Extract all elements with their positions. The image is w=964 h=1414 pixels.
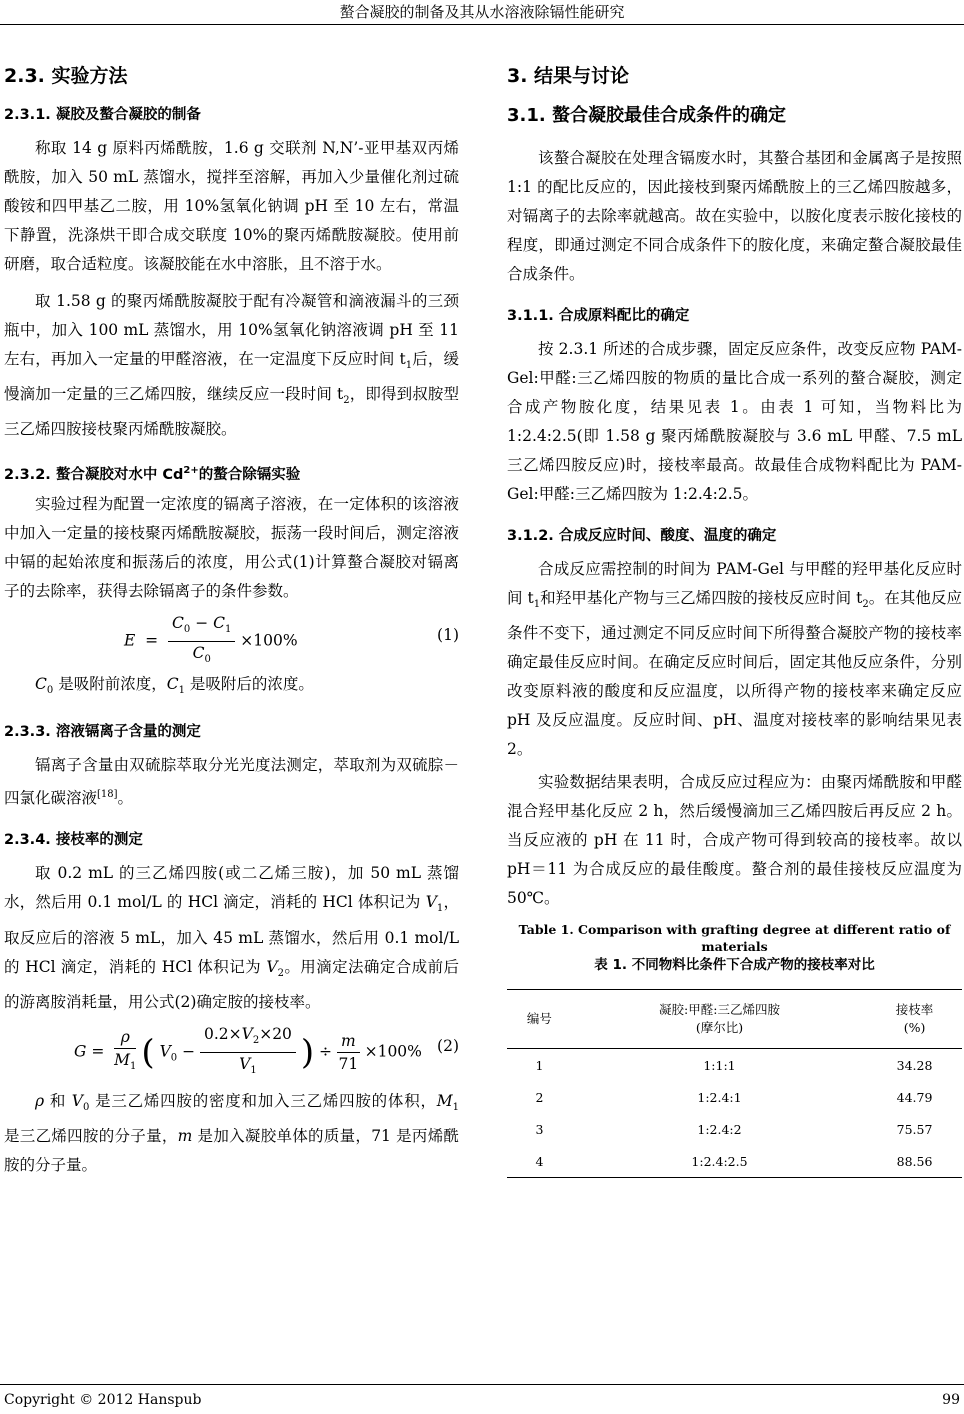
table-1-caption-en: Table 1. Comparison with grafting degree at different ratio of materials xyxy=(518,922,951,955)
section-3-1-heading: 3.1. 螯合凝胶最佳合成条件的确定 xyxy=(507,105,786,126)
equation-1-number: (1) xyxy=(437,626,459,645)
table-row: 3 1:2.4:2 75.57 xyxy=(535,1121,933,1137)
paragraph-results-intro: 该螯合凝胶在处理含镉废水时，其螯合基团和金属离子是按照 1:1 的配比反应的，因此接枝到聚丙烯酰胺上的三乙烯四胺越多，对镉离子的去除率就越高。故在实验中，以胺化度表示胺化接枝的程度，即通过测定不同合成条件下的胺化度，来确定螯合凝胶最佳合成条件。 xyxy=(507,149,962,283)
col-header-rate: 接枝率 (%) xyxy=(895,1002,934,1036)
table-header-row xyxy=(507,990,962,1049)
section-2-3-1-heading: 2.3.1. 凝胶及螯合凝胶的制备 xyxy=(4,107,201,123)
section-2-3-2-heading: 2.3.2. 螯合凝胶对水中 $Cd^{2+}$的螯合除镉实验 xyxy=(4,465,301,484)
section-3-1-1-heading: 3.1.1. 合成原料配比的确定 xyxy=(507,308,690,324)
paragraph-grafting-measure: 取 0.2 mL 的三乙烯四胺(或二乙烯三胺)，加 50 mL 蒸馏水，然后用 0.1 mol/L 的 HCl 滴定，消耗的 HCl 体积记为 $V_1$，取反应后的溶液 5 mL，加入 45 mL 蒸馏水，然后用 0.1 mol/L 的 HCl 滴定，消耗的 HCl 体积记为 $V_2$。用滴定法确定合成前后的游离胺消耗量，用公式(2)确定胺的接枝率。 xyxy=(4,864,459,1011)
left-column xyxy=(4,56,459,1180)
table-1-caption-zh: 表 1. 不同物料比条件下合成产物的接枝率对比 xyxy=(594,957,875,974)
paragraph-ratio: 按 2.3.1 所述的合成步骤，固定反应条件，改变反应物 PAM-Gel:甲醛:三乙烯四胺的物质的量比合成一系列的螯合凝胶，测定合成产物胺化度，结果见表 1。由表 1 可知，当物料比为 1:2.4:2.5(即 1.58 g 聚丙烯酰胺凝胶与 3.6 mL 甲醛、7.5 mL 三乙烯四胺反应)时，接枝率最高。故最佳合成物料配比为 PAM-Gel:甲醛:三乙烯四胺为 1:2.4:2.5。 xyxy=(507,340,962,503)
section-3-1-2-heading: 3.1.2. 合成反应时间、酸度、温度的确定 xyxy=(507,528,777,544)
paragraph-gel-prep: 称取 14 g 原料丙烯酰胺，1.6 g 交联剂 N,N’-亚甲基双丙烯酰胺，加入 50 mL 蒸馏水，搅拌至溶解，再加入少量催化剂过硫酸铵和四甲基乙二胺，用 10%氢氧化钠调 pH 至 10 左右，常温下静置，洗涤烘干即合成交联度 10%的聚丙烯酰胺凝胶。使用前研磨，取合适粒度。该凝胶能在水中溶胀，且不溶于水。 xyxy=(4,139,459,273)
equation-2-number: (2) xyxy=(437,1036,459,1055)
paragraph-conclusion: 实验数据结果表明，合成反应过程应为：由聚丙烯酰胺和甲醛混合羟甲基化反应 2 h，然后缓慢滴加三乙烯四胺后再反应 2 h。当反应液的 pH 在 11 时，合成产物可得到较高的接枝率。故以 pH＝11 为合成反应的最佳酸度。螯合剂的最佳接枝反应温度为 50℃。 xyxy=(507,773,962,908)
section-2-3-3-heading: 2.3.3. 溶液镉离子含量的测定 xyxy=(4,724,201,741)
paragraph-cadmium-measure: 镉离子含量由双硫腙萃取分光光度法测定，萃取剂为双硫腙－四氯化碳溶液[18]。 xyxy=(4,756,459,808)
header-rule xyxy=(0,24,964,25)
page-number: 99 xyxy=(942,1392,960,1408)
col-header-ratio: 凝胶:甲醛:三乙烯四胺 (摩尔比) xyxy=(659,1002,780,1036)
section-3-heading: 3. 结果与讨论 xyxy=(507,65,630,87)
equation-2: G = $\frac{\rho}{M_1}$ ( $V_0$ − $\frac{0.2\times V_2\times 20}{V_1}$ ) ÷ $\frac{m}{71}$ ×100% (2) xyxy=(74,1024,459,1076)
running-header: 螯合凝胶的制备及其从水溶液除镉性能研究 xyxy=(339,3,625,21)
section-2-3-heading: 2.3. 实验方法 xyxy=(4,65,128,87)
col-header-id: 编号 xyxy=(526,1011,552,1027)
footer-rule xyxy=(0,1384,964,1385)
table-row: 2 1:2.4:1 44.79 xyxy=(535,1089,933,1105)
paragraph-removal-experiment: 实验过程为配置一定浓度的镉离子溶液，在一定体积的该溶液中加入一定量的接枝聚丙烯酰胺凝胶，振荡一段时间后，测定溶液中镉的起始浓度和振荡后的浓度，用公式(1)计算螯合凝胶对镉离子的去除率，获得去除镉离子的条件参数。 xyxy=(4,495,459,601)
paragraph-chelate-gel-prep: 取 1.58 g 的聚丙烯酰胺凝胶于配有冷凝管和滴液漏斗的三颈瓶中，加入 100 mL 蒸馏水，用 10%氢氧化钠溶液调 pH 至 11 左右，再加入一定量的甲醛溶液，在一定温度下反应时间 $t_1$后，缓慢滴加一定量的三乙烯四胺，继续反应一段时间 $t_2$，即得到叔胺型三乙烯四胺接枝聚丙烯酰胺凝胶。 xyxy=(4,292,459,439)
section-2-3-4-heading: 2.3.4. 接枝率的测定 xyxy=(4,832,143,849)
equation-1-note: $C_0$ 是吸附前浓度，$C_1$ 是吸附后的浓度。 xyxy=(35,675,314,697)
table-1 xyxy=(507,989,962,1178)
equation-1: E = $\frac{C_0 - C_1}{C_0}$ ×100% (1) xyxy=(124,614,459,666)
right-column xyxy=(507,56,962,1178)
equation-2-note: ρ 和 $V_0$ 是三乙烯四胺的密度和加入三乙烯四胺的体积，$M_1$ 是三乙烯四胺的分子量，m 是加入凝胶单体的质量，71 是丙烯酰胺的分子量。 xyxy=(4,1091,459,1174)
table-row: 4 1:2.4:2.5 88.56 xyxy=(507,1145,962,1178)
paragraph-conditions: 合成反应需控制的时间为 PAM-Gel 与甲醛的羟甲基化反应时间 $t_1$和羟甲基化产物与三乙烯四胺的接枝反应时间 $t_2$。在其他反应条件不变下，通过测定不同反应时间下所得螯合凝胶产物的接枝率确定最佳反应时间。在确定反应时间后，固定其他反应条件，分别改变原料液的酸度和反应温度，以所得产物的接枝率来确定反应 pH 及反应温度。反应时间、pH、温度对接枝率的影响结果见表 2。 xyxy=(507,560,962,759)
table-row: 1 1:1:1 34.28 xyxy=(535,1057,933,1073)
footer-copyright: Copyright © 2012 Hanspub xyxy=(4,1392,202,1408)
